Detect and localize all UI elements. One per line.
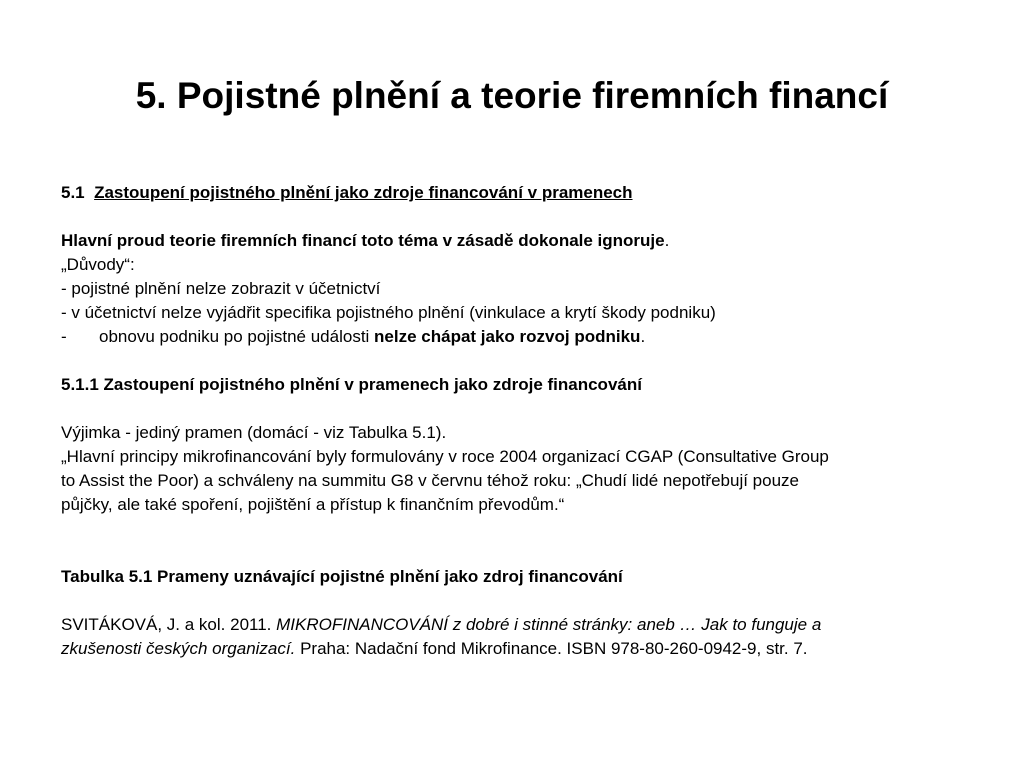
section-5-1-heading (61, 181, 981, 205)
slide-title: 5. Pojistné plnění a teorie firemních financí (135, 75, 889, 116)
reason-item-3-bold: nelze chápat jako rozvoj podniku (374, 327, 641, 346)
section-5-1-1-heading: 5.1.1 Zastoupení pojistného plnění v pramenech jako zdroje financování (61, 375, 642, 394)
main-claim (61, 229, 981, 253)
reason-item-1: - pojistné plnění nelze zobrazit v účetnictví (61, 279, 381, 298)
reason-item-3-end: . (640, 327, 646, 346)
reason-item-3-dash: - (61, 327, 67, 346)
section-heading-text: Zastoupení pojistného plnění jako zdroje financování v pramenech (94, 183, 633, 202)
table-caption: Tabulka 5.1 Prameny uznávající pojistné plnění jako zdroj financování (61, 567, 623, 586)
quote-line-2: to Assist the Poor) a schváleny na summitu G8 v červnu téhož roku: „Chudí lidé nepotřebují pouze (61, 471, 799, 490)
section-number: 5.1 (61, 183, 85, 202)
reason-item-3-text: obnovu podniku po pojistné události (99, 327, 375, 346)
quote-line-3: půjčky, ale také spoření, pojištění a přístup k finančním převodům.“ (61, 495, 565, 514)
quote-line-1: „Hlavní principy mikrofinancování byly formulovány v roce 2004 organizací CGAP (Consultative Group (61, 447, 829, 466)
citation-title-part1: MIKROFINANCOVÁNÍ z dobré i stinné stránky: aneb … Jak to funguje a (276, 615, 822, 634)
slide-content (61, 181, 981, 661)
citation-author: SVITÁKOVÁ, J. a kol. 2011. (61, 615, 277, 634)
reason-item-3 (61, 325, 981, 349)
reason-item-2: - v účetnictví nelze vyjádřit specifika pojistného plnění (vinkulace a krytí škody podniku) (61, 303, 716, 322)
citation-title-part2: zkušenosti českých organizací. (61, 639, 296, 658)
main-claim-end: . (664, 231, 670, 250)
main-claim-text: Hlavní proud teorie firemních financí toto téma v zásadě dokonale ignoruje (61, 231, 665, 250)
reasons-label: „Důvody“: (61, 255, 135, 274)
citation-line-1 (61, 613, 981, 637)
exception-text: Výjimka - jediný pramen (domácí - viz Tabulka 5.1). (61, 423, 447, 442)
citation-line-2 (61, 637, 981, 661)
citation-publisher: Praha: Nadační fond Mikrofinance. ISBN 978-80-260-0942-9, str. 7. (295, 639, 808, 658)
